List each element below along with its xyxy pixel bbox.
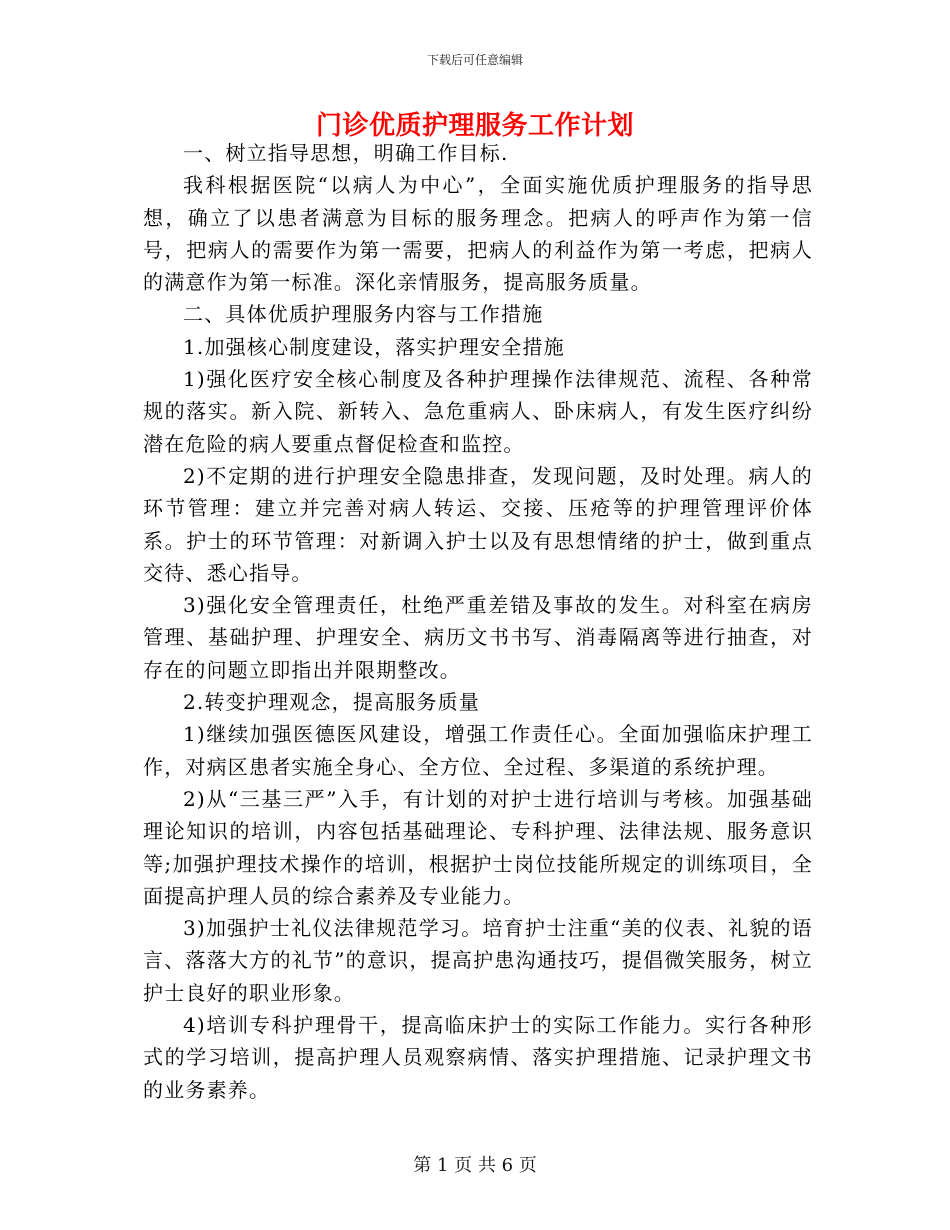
- page-header: 下载后可任意编辑: [426, 53, 523, 67]
- list-item: 3)强化安全管理责任，杜绝严重差错及事故的发生。对科室在病房管理、基础护理、护理安全、病历文书书写、消毒隔离等进行抽查，对存在的问题立即指出并限期整改。: [143, 593, 813, 682]
- subsection-heading-2: 2.转变护理观念，提高服务质量: [183, 690, 481, 715]
- document-body: [143, 137, 813, 1106]
- list-item: 2)不定期的进行护理安全隐患排查，发现问题，及时处理。病人的环节管理：建立并完善对病人转运、交接、压疮等的护理管理评价体系。护士的环节管理：对新调入护士以及有思想情绪的护士，做到重点交待、悉心指导。: [143, 463, 813, 585]
- list-item: 1)继续加强医德医风建设，增强工作责任心。全面加强临床护理工作，对病区患者实施全身心、全方位、全过程、多渠道的系统护理。: [143, 722, 813, 779]
- section-heading-1: 一、树立指导思想，明确工作目标.: [183, 141, 509, 165]
- list-item: 4)培训专科护理骨干，提高临床护士的实际工作能力。实行各种形式的学习培训，提高护理人员观察病情、落实护理措施、记录护理文书的业务素养。: [143, 1013, 813, 1102]
- section-heading-2: 二、具体优质护理服务内容与工作措施: [183, 302, 544, 327]
- document-title: 门诊优质护理服务工作计划: [315, 111, 634, 141]
- list-item: 3)加强护士礼仪法律规范学习。培育护士注重“美的仪表、礼貌的语言、落落大方的礼节”的意识，提高护患沟通技巧，提倡微笑服务，树立护士良好的职业形象。: [143, 916, 813, 1005]
- subsection-heading-1: 1.加强核心制度建设，落实护理安全措施: [183, 334, 565, 359]
- list-item: 2)从“三基三严”入手，有计划的对护士进行培训与考核。加强基础理论知识的培训，内容包括基础理论、专科护理、法律法规、服务意识等;加强护理技术操作的培训，根据护士岗位技能所规定的训练项目，全面提高护理人员的综合素养及专业能力。: [143, 786, 813, 908]
- page-number: 第 1 页 共 6 页: [413, 1155, 537, 1176]
- paragraph-guiding-idea: 我科根据医院“以病人为中心”，全面实施优质护理服务的指导思想，确立了以患者满意为目标的服务理念。把病人的呼声作为第一信号，把病人的需要作为第一需要，把病人的利益作为第一考虑，把病人的满意作为第一标准。深化亲情服务，提高服务质量。: [143, 173, 813, 295]
- list-item: 1)强化医疗安全核心制度及各种护理操作法律规范、流程、各种常规的落实。新入院、新转入、急危重病人、卧床病人，有发生医疗纠纷潜在危险的病人要重点督促检查和监控。: [143, 367, 813, 456]
